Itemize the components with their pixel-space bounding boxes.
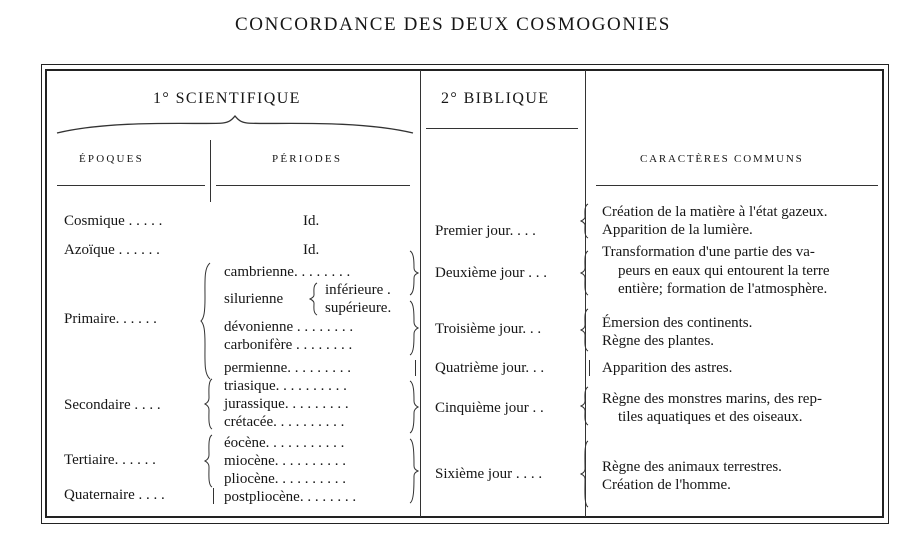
jour-deuxieme: Deuxième jour . . . xyxy=(435,265,548,281)
brace-silurienne-left xyxy=(309,282,319,316)
brace-deuxieme-right xyxy=(408,250,420,296)
brace-troisieme-carac xyxy=(579,308,591,352)
biblical-header-rule xyxy=(426,128,578,129)
header-epoques: ÉPOQUES xyxy=(79,153,144,165)
jour-troisieme: Troisième jour. . . xyxy=(435,321,542,337)
brace-deuxieme-carac xyxy=(579,250,591,296)
periode-pliocene: pliocène. . . . . . . . . . xyxy=(224,471,347,487)
bar-quatrieme xyxy=(415,360,416,376)
carac-deuxieme-1: Transformation d'une partie des va- xyxy=(602,244,815,260)
divider-scientific-biblical xyxy=(420,70,421,517)
periode-miocene: miocène. . . . . . . . . . xyxy=(224,453,347,469)
carac-quatrieme-1: Apparition des astres. xyxy=(602,360,733,376)
periode-cosmique-id: Id. xyxy=(303,213,320,229)
epoque-quaternaire: Quaternaire . . . . xyxy=(64,487,165,503)
brace-premier-carac xyxy=(579,203,591,239)
caracteres-header-rule xyxy=(596,185,878,186)
header-scientific: 1° SCIENTIFIQUE xyxy=(153,90,301,107)
brace-cinquieme-carac xyxy=(579,386,591,426)
jour-quatrieme: Quatrième jour. . . xyxy=(435,360,545,376)
page-title: CONCORDANCE DES DEUX COSMOGONIES xyxy=(235,14,671,35)
periode-silurienne-inferieure: inférieure . xyxy=(325,282,391,298)
jour-cinquieme: Cinquième jour . . xyxy=(435,400,544,416)
periode-jurassique: jurassique. . . . . . . . . xyxy=(224,396,349,412)
periode-eocene: éocène. . . . . . . . . . . xyxy=(224,435,345,451)
carac-cinquieme-2: tiles aquatiques et des oiseaux. xyxy=(618,409,803,425)
header-curly-brace xyxy=(55,116,415,140)
epoque-azoique: Azoïque . . . . . . xyxy=(64,242,160,258)
carac-cinquieme-1: Règne des monstres marins, des rep- xyxy=(602,391,822,407)
brace-sixieme-carac xyxy=(579,440,591,508)
carac-deuxieme-3: entière; formation de l'atmosphère. xyxy=(618,281,828,297)
periode-cambrienne: cambrienne. . . . . . . . xyxy=(224,264,351,280)
carac-troisieme-2: Règne des plantes. xyxy=(602,333,715,349)
brace-tertiaire-left xyxy=(203,434,215,488)
epoque-cosmique: Cosmique . . . . . xyxy=(64,213,163,229)
bar-quatrieme-carac xyxy=(589,360,590,376)
carac-troisieme-1: Émersion des continents. xyxy=(602,315,753,331)
brace-sixieme-right xyxy=(408,438,420,504)
brace-primaire-left xyxy=(200,262,214,380)
periode-silurienne: silurienne xyxy=(224,291,284,307)
periode-silurienne-superieure: supérieure. xyxy=(325,300,392,316)
epoque-tertiaire: Tertiaire. . . . . . xyxy=(64,452,156,468)
brace-cinquieme-right xyxy=(408,380,420,434)
periode-devonienne: dévonienne . . . . . . . . xyxy=(224,319,354,335)
carac-premier-2: Apparition de la lumière. xyxy=(602,222,753,238)
epoque-primaire: Primaire. . . . . . xyxy=(64,311,157,327)
header-caracteres: CARACTÈRES COMMUNS xyxy=(640,153,804,165)
periode-azoique-id: Id. xyxy=(303,242,320,258)
carac-premier-1: Création de la matière à l'état gazeux. xyxy=(602,204,828,220)
header-biblical: 2° BIBLIQUE xyxy=(441,90,550,107)
brace-secondaire-left xyxy=(203,378,215,430)
periode-cretacee: crétacée. . . . . . . . . . xyxy=(224,414,345,430)
periode-postpliocene: postpliocène. . . . . . . . xyxy=(224,489,357,505)
jour-sixieme: Sixième jour . . . . xyxy=(435,466,543,482)
jour-premier: Premier jour. . . . xyxy=(435,223,536,239)
carac-sixieme-1: Règne des animaux terrestres. xyxy=(602,459,782,475)
periode-carbonifere: carbonifère . . . . . . . . xyxy=(224,337,353,353)
header-periodes: PÉRIODES xyxy=(272,153,343,165)
periode-permienne: permienne. . . . . . . . . xyxy=(224,360,352,376)
carac-sixieme-2: Création de l'homme. xyxy=(602,477,731,493)
divider-epoques-periodes xyxy=(210,140,211,202)
bar-quaternaire xyxy=(213,488,214,504)
carac-deuxieme-2: peurs en eaux qui entourent la terre xyxy=(618,263,830,279)
epoques-header-rule xyxy=(57,185,205,186)
periode-triasique: triasique. . . . . . . . . . xyxy=(224,378,347,394)
periodes-header-rule xyxy=(216,185,410,186)
brace-troisieme-right xyxy=(408,300,420,356)
epoque-secondaire: Secondaire . . . . xyxy=(64,397,161,413)
